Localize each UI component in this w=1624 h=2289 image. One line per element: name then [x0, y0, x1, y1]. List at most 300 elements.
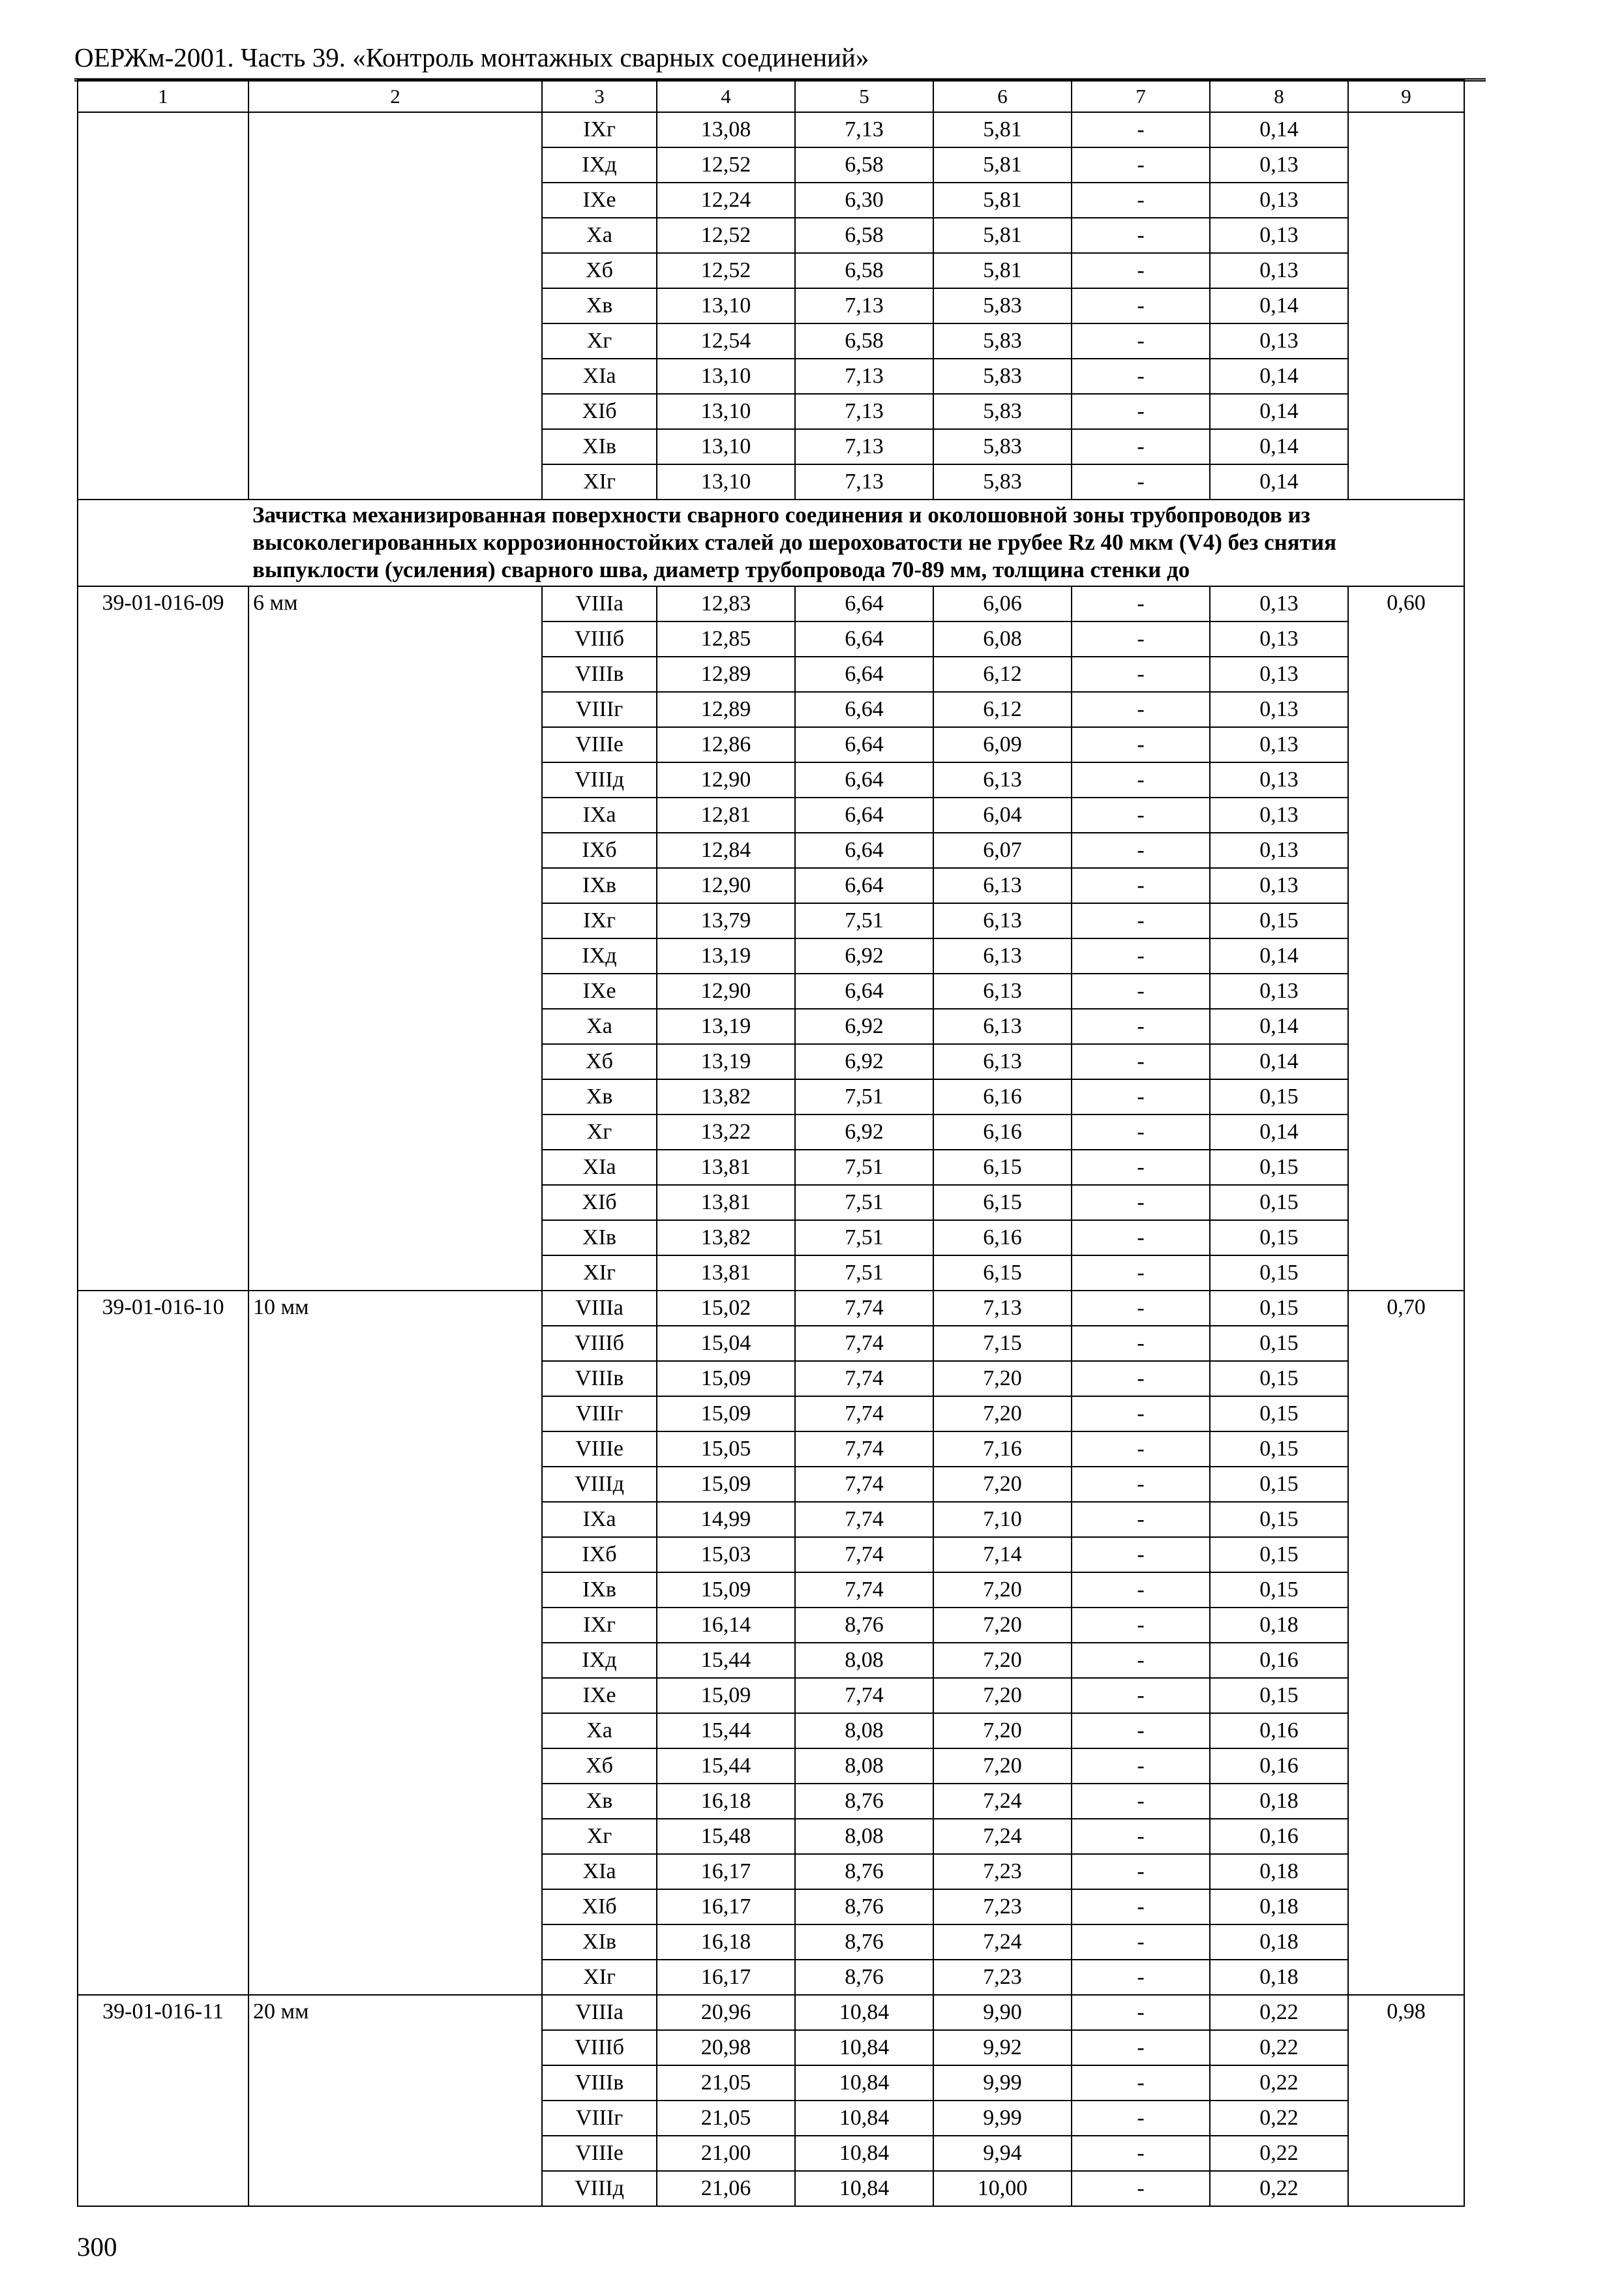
cell-col6: 5,81 [933, 147, 1072, 183]
cell-col5: 8,08 [795, 1643, 933, 1678]
cell-col8: 0,15 [1210, 1255, 1348, 1291]
cell-col5: 10,84 [795, 2065, 933, 2101]
cell-col8: 0,13 [1210, 974, 1348, 1009]
cell-col7: - [1072, 359, 1210, 394]
cell-col7: - [1072, 1185, 1210, 1220]
cell-col7: - [1072, 1467, 1210, 1502]
table-row [78, 586, 1464, 621]
cell-col8: 0,18 [1210, 1854, 1348, 1889]
cell-col5: 7,74 [795, 1678, 933, 1713]
cell-col6: 6,12 [933, 657, 1072, 692]
cell-col8: 0,18 [1210, 1784, 1348, 1819]
cell-total: 13,10 [657, 359, 795, 394]
cell-col7: - [1072, 1854, 1210, 1889]
cell-col7: - [1072, 218, 1210, 253]
cell-total: 16,17 [657, 1960, 795, 1995]
cell-total: 13,81 [657, 1150, 795, 1185]
cell-col5: 6,64 [795, 974, 933, 1009]
cell-group: VIIIа [542, 1995, 657, 2030]
cell-total: 12,24 [657, 183, 795, 218]
cell-total: 13,19 [657, 1044, 795, 1079]
cell-col7: - [1072, 2136, 1210, 2171]
cell-total: 12,90 [657, 974, 795, 1009]
cell-col6: 7,10 [933, 1502, 1072, 1537]
cell-group: IXд [542, 938, 657, 974]
cell-col5: 7,13 [795, 359, 933, 394]
cell-col5: 7,74 [795, 1431, 933, 1467]
cell-col7: - [1072, 1643, 1210, 1678]
cell-col8: 0,13 [1210, 253, 1348, 288]
cell-group: VIIIа [542, 1291, 657, 1326]
cell-total: 12,89 [657, 657, 795, 692]
cell-col6: 6,15 [933, 1255, 1072, 1291]
cell-col6: 6,13 [933, 868, 1072, 903]
cell-col5: 10,84 [795, 1995, 933, 2030]
cell-col6: 7,20 [933, 1396, 1072, 1431]
cell-col6: 5,83 [933, 394, 1072, 429]
cell-total: 15,03 [657, 1537, 795, 1572]
cell-col5: 7,74 [795, 1572, 933, 1608]
cell-total: 15,44 [657, 1643, 795, 1678]
cell-col8: 0,15 [1210, 1396, 1348, 1431]
cell-col6: 5,81 [933, 218, 1072, 253]
cell-col5: 7,13 [795, 394, 933, 429]
cell-col5: 6,30 [795, 183, 933, 218]
cell-col8: 0,18 [1210, 1960, 1348, 1995]
cell-col7: - [1072, 1960, 1210, 1995]
cell-col8: 0,14 [1210, 288, 1348, 323]
cell-col7: - [1072, 112, 1210, 147]
cell-col7: - [1072, 938, 1210, 974]
cell-group: IXд [542, 1643, 657, 1678]
cell-col8: 0,15 [1210, 1467, 1348, 1502]
cell-col7: - [1072, 1291, 1210, 1326]
column-number: 4 [657, 80, 795, 112]
cell-group: XIв [542, 1924, 657, 1960]
cell-total: 16,14 [657, 1608, 795, 1643]
cell-col5: 6,64 [795, 657, 933, 692]
cell-col9 [1348, 112, 1464, 500]
cell-total: 12,86 [657, 727, 795, 762]
cell-col7: - [1072, 1713, 1210, 1748]
cell-col8: 0,22 [1210, 2101, 1348, 2136]
cell-col8: 0,13 [1210, 323, 1348, 359]
cell-col5: 6,92 [795, 1115, 933, 1150]
cell-total: 13,10 [657, 464, 795, 500]
cell-group: IXг [542, 903, 657, 938]
cell-col6: 7,14 [933, 1537, 1072, 1572]
cell-col6: 6,06 [933, 586, 1072, 621]
cell-col7: - [1072, 798, 1210, 833]
cell-thickness: 20 мм [248, 1995, 542, 2206]
cell-col7: - [1072, 1009, 1210, 1044]
cell-col5: 6,58 [795, 323, 933, 359]
cell-col8: 0,15 [1210, 1537, 1348, 1572]
cell-group: VIIIб [542, 621, 657, 657]
cell-group: XIб [542, 394, 657, 429]
cell-group: VIIIв [542, 657, 657, 692]
cell-col5: 8,08 [795, 1748, 933, 1784]
cell-col7: - [1072, 323, 1210, 359]
cell-col5: 7,13 [795, 429, 933, 464]
column-number: 3 [542, 80, 657, 112]
cell-group: VIIIе [542, 2136, 657, 2171]
cell-thickness: 10 мм [248, 1291, 542, 1995]
cell-col8: 0,13 [1210, 218, 1348, 253]
cell-col7: - [1072, 762, 1210, 798]
cell-col7: - [1072, 1784, 1210, 1819]
cell-col5: 7,74 [795, 1537, 933, 1572]
cell-group: VIIIг [542, 1396, 657, 1431]
cell-col5: 8,76 [795, 1608, 933, 1643]
cell-group: IXг [542, 1608, 657, 1643]
cell-col9: 0,60 [1348, 586, 1464, 1291]
cell-col6: 7,23 [933, 1854, 1072, 1889]
cell-group: VIIIб [542, 2030, 657, 2065]
cell-col8: 0,15 [1210, 1291, 1348, 1326]
cell-group: XIа [542, 1854, 657, 1889]
cell-group: VIIIв [542, 1361, 657, 1396]
cell-code: 39-01-016-10 [78, 1291, 248, 1995]
cell-total: 13,82 [657, 1220, 795, 1255]
cell-group: XIб [542, 1889, 657, 1924]
cell-col8: 0,18 [1210, 1924, 1348, 1960]
cell-group: Xв [542, 1784, 657, 1819]
cell-col7: - [1072, 1924, 1210, 1960]
cell-group: VIIIе [542, 1431, 657, 1467]
cell-col8: 0,13 [1210, 621, 1348, 657]
cell-col6: 7,20 [933, 1467, 1072, 1502]
cell-col7: - [1072, 183, 1210, 218]
cell-group: VIIIд [542, 2171, 657, 2206]
cell-col5: 7,13 [795, 112, 933, 147]
cell-col8: 0,13 [1210, 657, 1348, 692]
cell-group: Xв [542, 288, 657, 323]
cell-total: 12,52 [657, 253, 795, 288]
cell-total: 15,04 [657, 1326, 795, 1361]
cell-total: 12,83 [657, 586, 795, 621]
table-row [78, 1291, 1464, 1326]
cell-group: XIв [542, 429, 657, 464]
cell-col5: 8,76 [795, 1854, 933, 1889]
cell-col6: 6,13 [933, 1044, 1072, 1079]
cell-total: 15,09 [657, 1572, 795, 1608]
cell-group: IXе [542, 974, 657, 1009]
cell-col5: 10,84 [795, 2030, 933, 2065]
cell-group: Xа [542, 218, 657, 253]
cell-col7: - [1072, 868, 1210, 903]
cell-total: 21,05 [657, 2065, 795, 2101]
cell-col6: 6,13 [933, 762, 1072, 798]
cell-col8: 0,13 [1210, 727, 1348, 762]
cell-group: VIIIа [542, 586, 657, 621]
cell-col7: - [1072, 1220, 1210, 1255]
cell-total: 15,48 [657, 1819, 795, 1854]
cell-col5: 8,76 [795, 1924, 933, 1960]
cell-col8: 0,14 [1210, 394, 1348, 429]
cell-total: 12,90 [657, 868, 795, 903]
cell-group: VIIIе [542, 727, 657, 762]
cell-col6: 6,08 [933, 621, 1072, 657]
cell-col7: - [1072, 1115, 1210, 1150]
cell-col8: 0,14 [1210, 464, 1348, 500]
cell-col6: 7,13 [933, 1291, 1072, 1326]
cell-col6: 5,81 [933, 253, 1072, 288]
cell-col5: 6,92 [795, 1009, 933, 1044]
cell-total: 15,09 [657, 1361, 795, 1396]
cell-total: 13,79 [657, 903, 795, 938]
cell-group: Xа [542, 1009, 657, 1044]
cell-col8: 0,13 [1210, 586, 1348, 621]
cell-group: Xв [542, 1079, 657, 1115]
cell-col8: 0,15 [1210, 903, 1348, 938]
cell-total: 21,06 [657, 2171, 795, 2206]
cell-col5: 6,64 [795, 692, 933, 727]
cell-thickness [248, 112, 542, 500]
cell-col8: 0,14 [1210, 359, 1348, 394]
cell-col8: 0,15 [1210, 1079, 1348, 1115]
cell-col8: 0,15 [1210, 1502, 1348, 1537]
cell-col6: 7,20 [933, 1678, 1072, 1713]
cell-total: 13,81 [657, 1255, 795, 1291]
cell-col5: 8,76 [795, 1784, 933, 1819]
cell-col6: 6,13 [933, 903, 1072, 938]
cell-col8: 0,13 [1210, 762, 1348, 798]
cell-col6: 6,16 [933, 1079, 1072, 1115]
column-number: 5 [795, 80, 933, 112]
cell-group: XIг [542, 464, 657, 500]
cell-total: 20,98 [657, 2030, 795, 2065]
cell-group: XIб [542, 1185, 657, 1220]
cell-col6: 5,83 [933, 288, 1072, 323]
cell-col7: - [1072, 621, 1210, 657]
cell-total: 12,52 [657, 218, 795, 253]
cell-col6: 6,04 [933, 798, 1072, 833]
cell-group: VIIIв [542, 2065, 657, 2101]
cell-col6: 7,20 [933, 1748, 1072, 1784]
cell-col8: 0,15 [1210, 1431, 1348, 1467]
cell-total: 12,81 [657, 798, 795, 833]
cell-col8: 0,13 [1210, 692, 1348, 727]
cell-total: 16,18 [657, 1924, 795, 1960]
cell-col6: 7,15 [933, 1326, 1072, 1361]
cell-col5: 8,76 [795, 1889, 933, 1924]
cell-col7: - [1072, 692, 1210, 727]
cell-col8: 0,22 [1210, 1995, 1348, 2030]
cell-col6: 7,20 [933, 1572, 1072, 1608]
cell-col7: - [1072, 464, 1210, 500]
cell-col5: 6,64 [795, 833, 933, 868]
section-title-row [78, 500, 1464, 586]
cell-group: Xг [542, 1819, 657, 1854]
cell-col5: 7,13 [795, 288, 933, 323]
cell-total: 15,02 [657, 1291, 795, 1326]
cell-col5: 10,84 [795, 2136, 933, 2171]
cell-col8: 0,13 [1210, 868, 1348, 903]
cell-group: IXб [542, 1537, 657, 1572]
cell-col5: 10,84 [795, 2101, 933, 2136]
cell-col7: - [1072, 1572, 1210, 1608]
cell-col7: - [1072, 1819, 1210, 1854]
cell-col7: - [1072, 1079, 1210, 1115]
cell-col5: 8,08 [795, 1819, 933, 1854]
cell-col6: 5,81 [933, 112, 1072, 147]
cell-col5: 7,51 [795, 1220, 933, 1255]
cell-total: 21,00 [657, 2136, 795, 2171]
cell-col6: 7,24 [933, 1784, 1072, 1819]
cell-col5: 7,74 [795, 1396, 933, 1431]
cell-col5: 6,64 [795, 586, 933, 621]
cell-group: IXг [542, 112, 657, 147]
cell-col6: 6,16 [933, 1115, 1072, 1150]
cell-col6: 7,24 [933, 1924, 1072, 1960]
cell-col8: 0,18 [1210, 1608, 1348, 1643]
cell-col8: 0,16 [1210, 1748, 1348, 1784]
cell-col6: 7,23 [933, 1960, 1072, 1995]
cell-thickness: 6 мм [248, 586, 542, 1291]
cell-col8: 0,16 [1210, 1713, 1348, 1748]
cell-col5: 7,74 [795, 1291, 933, 1326]
cell-col6: 7,20 [933, 1643, 1072, 1678]
column-number: 2 [248, 80, 542, 112]
cell-total: 12,89 [657, 692, 795, 727]
cell-col7: - [1072, 1995, 1210, 2030]
page-header: ОЕРЖм-2001. Часть 39. «Контроль монтажных сварных соединений» [74, 38, 1486, 82]
cell-col7: - [1072, 727, 1210, 762]
cell-total: 12,54 [657, 323, 795, 359]
cell-total: 16,17 [657, 1889, 795, 1924]
cell-total: 12,52 [657, 147, 795, 183]
cell-total: 12,85 [657, 621, 795, 657]
cell-col7: - [1072, 2030, 1210, 2065]
cell-col7: - [1072, 1678, 1210, 1713]
cell-col6: 6,09 [933, 727, 1072, 762]
cell-code [78, 112, 248, 500]
cell-col6: 5,83 [933, 464, 1072, 500]
cell-group: VIIIд [542, 762, 657, 798]
column-number-row [78, 80, 1464, 112]
cell-code: 39-01-016-09 [78, 586, 248, 1291]
cell-col5: 6,64 [795, 727, 933, 762]
cell-col6: 7,20 [933, 1361, 1072, 1396]
cell-col7: - [1072, 147, 1210, 183]
section-title: Зачистка механизированная поверхности сварного соединения и околошовной зоны трубопроводов из высоколегированных коррозионностойких сталей до шероховатости не грубее Rz 40 мкм (V4) без снятия выпуклости (усиления) сварного шва, диаметр трубопровода 70-89 мм, толщина стенки до [248, 500, 1464, 586]
cell-total: 20,96 [657, 1995, 795, 2030]
column-number: 8 [1210, 80, 1348, 112]
cell-group: XIг [542, 1960, 657, 1995]
cell-col6: 7,23 [933, 1889, 1072, 1924]
cell-col5: 6,58 [795, 253, 933, 288]
cell-col7: - [1072, 974, 1210, 1009]
cell-col5: 7,51 [795, 1079, 933, 1115]
cell-col5: 7,13 [795, 464, 933, 500]
cell-col7: - [1072, 1150, 1210, 1185]
cell-col8: 0,13 [1210, 798, 1348, 833]
cell-col8: 0,22 [1210, 2030, 1348, 2065]
cell-col5: 6,92 [795, 938, 933, 974]
cell-total: 15,09 [657, 1396, 795, 1431]
cell-col7: - [1072, 2171, 1210, 2206]
cell-col7: - [1072, 288, 1210, 323]
cell-group: Xб [542, 1748, 657, 1784]
cell-col8: 0,14 [1210, 938, 1348, 974]
cell-total: 13,10 [657, 288, 795, 323]
cell-col6: 9,99 [933, 2101, 1072, 2136]
cell-col7: - [1072, 253, 1210, 288]
cell-col6: 6,16 [933, 1220, 1072, 1255]
cell-group: IXб [542, 833, 657, 868]
cell-col5: 6,64 [795, 868, 933, 903]
cell-total: 12,90 [657, 762, 795, 798]
column-number: 1 [78, 80, 248, 112]
cell-group: IXв [542, 1572, 657, 1608]
cell-col8: 0,14 [1210, 429, 1348, 464]
cell-col8: 0,15 [1210, 1185, 1348, 1220]
cell-group: XIв [542, 1220, 657, 1255]
cell-group: VIIIб [542, 1326, 657, 1361]
cell-col6: 7,20 [933, 1713, 1072, 1748]
cell-col8: 0,14 [1210, 1044, 1348, 1079]
cell-col6: 6,13 [933, 974, 1072, 1009]
cell-total: 15,44 [657, 1748, 795, 1784]
cell-total: 13,19 [657, 1009, 795, 1044]
cell-col7: - [1072, 2101, 1210, 2136]
cell-col6: 7,20 [933, 1608, 1072, 1643]
cell-col6: 9,99 [933, 2065, 1072, 2101]
cell-total: 15,09 [657, 1678, 795, 1713]
cell-col6: 6,12 [933, 692, 1072, 727]
cell-col8: 0,14 [1210, 1115, 1348, 1150]
cell-col5: 8,76 [795, 1960, 933, 1995]
cell-col7: - [1072, 833, 1210, 868]
cell-col5: 7,74 [795, 1467, 933, 1502]
cell-col9: 0,98 [1348, 1995, 1464, 2206]
cell-col6: 9,90 [933, 1995, 1072, 2030]
cell-col5: 7,51 [795, 1150, 933, 1185]
cell-total: 13,08 [657, 112, 795, 147]
cell-col7: - [1072, 1255, 1210, 1291]
cell-col7: - [1072, 1326, 1210, 1361]
cell-col8: 0,14 [1210, 112, 1348, 147]
cell-col6: 5,83 [933, 323, 1072, 359]
cell-col7: - [1072, 429, 1210, 464]
cell-col5: 7,51 [795, 903, 933, 938]
cell-group: Xг [542, 1115, 657, 1150]
cell-col6: 6,13 [933, 1009, 1072, 1044]
page-number: 300 [77, 2232, 117, 2262]
cell-col8: 0,14 [1210, 1009, 1348, 1044]
cell-col8: 0,22 [1210, 2065, 1348, 2101]
rates-table [77, 80, 1465, 2207]
cell-code: 39-01-016-11 [78, 1995, 248, 2206]
cell-col7: - [1072, 394, 1210, 429]
cell-col8: 0,15 [1210, 1326, 1348, 1361]
cell-col7: - [1072, 1502, 1210, 1537]
cell-total: 14,99 [657, 1502, 795, 1537]
cell-group: Xг [542, 323, 657, 359]
cell-col5: 7,74 [795, 1326, 933, 1361]
table-row [78, 1995, 1464, 2030]
cell-col6: 5,83 [933, 429, 1072, 464]
cell-col6: 10,00 [933, 2171, 1072, 2206]
cell-total: 13,22 [657, 1115, 795, 1150]
cell-group: XIа [542, 359, 657, 394]
cell-col7: - [1072, 1537, 1210, 1572]
cell-col5: 7,51 [795, 1255, 933, 1291]
cell-col7: - [1072, 1431, 1210, 1467]
cell-col6: 5,81 [933, 183, 1072, 218]
cell-total: 13,10 [657, 429, 795, 464]
